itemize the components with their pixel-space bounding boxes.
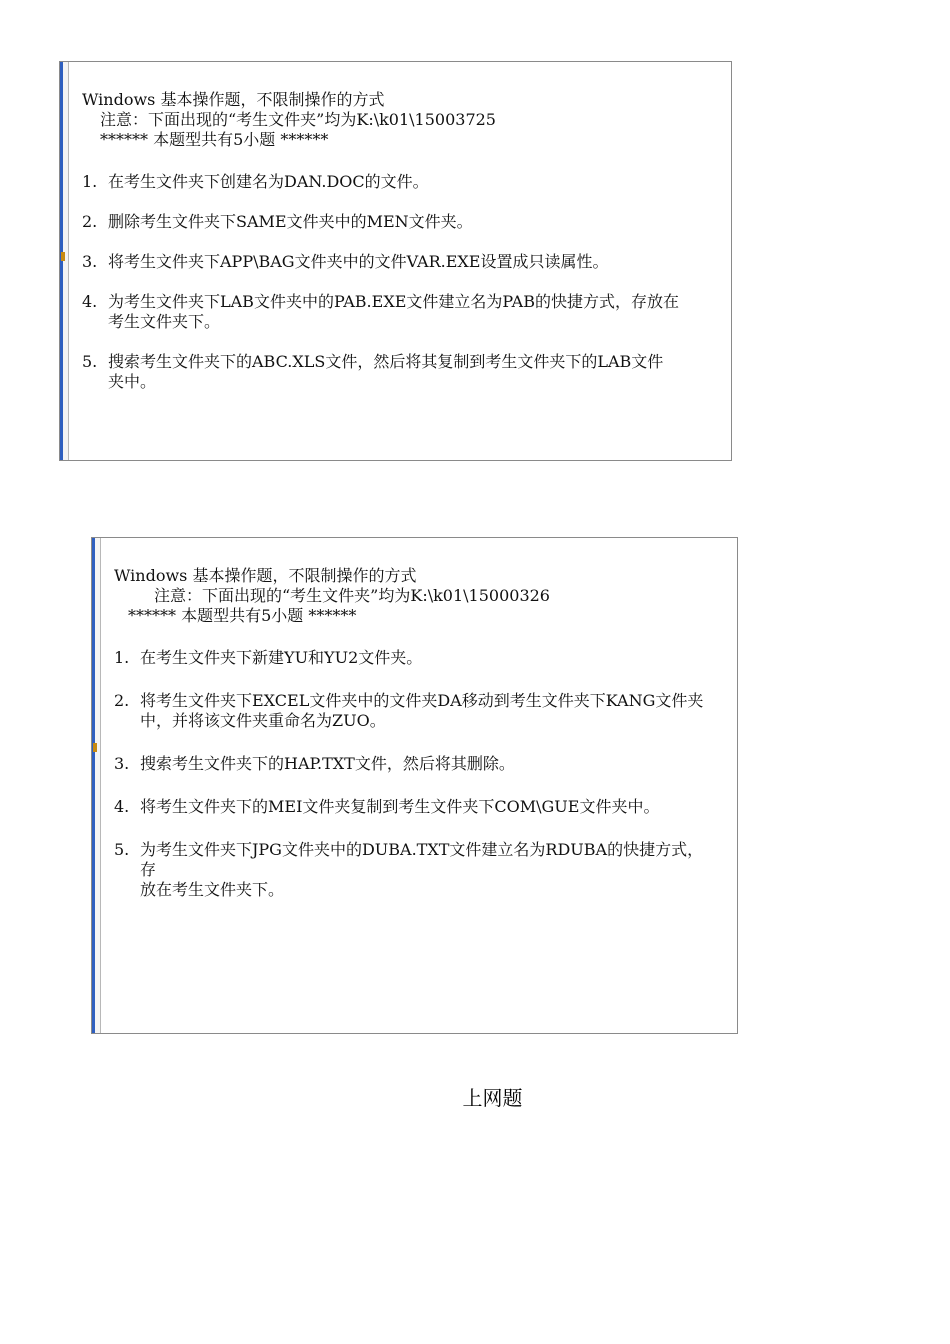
question-number: 1. — [114, 648, 130, 667]
question-body: 为考生文件夹下JPG文件夹中的DUBA.TXT文件建立名为RDUBA的快捷方式，存 放在考生文件夹下。 — [140, 840, 704, 899]
intro-note: 注意：下面出现的“考生文件夹”均为K:\k01\15003725 — [100, 110, 496, 129]
intro-count: ****** 本题型共有5小题 ****** — [100, 130, 329, 149]
intro-title: Windows 基本操作题，不限制操作的方式 — [114, 566, 417, 585]
question-number: 4. — [82, 292, 98, 311]
panel-edge-marker — [61, 252, 65, 261]
panel-edge-bar — [92, 538, 95, 1033]
question-number: 3. — [82, 252, 98, 271]
question-item — [82, 172, 711, 192]
question-item — [114, 840, 717, 900]
question-list — [82, 172, 711, 392]
question-item — [82, 352, 711, 392]
question-body: 在考生文件夹下创建名为DAN.DOC的文件。 — [108, 172, 429, 191]
question-body: 将考生文件夹下的MEI文件夹复制到考生文件夹下COM\GUE文件夹中。 — [140, 797, 660, 816]
question-body: 删除考生文件夹下SAME文件夹中的MEN文件夹。 — [108, 212, 473, 231]
question-item — [82, 292, 711, 332]
question-number: 2. — [82, 212, 98, 231]
intro-count: ****** 本题型共有5小题 ****** — [128, 606, 357, 625]
question-body: 将考生文件夹下EXCEL文件夹中的文件夹DA移动到考生文件夹下KANG文件夹 中，并将该文件夹重命名为ZUO。 — [140, 691, 704, 730]
question-item — [114, 691, 717, 731]
question-panel-2 — [91, 537, 738, 1034]
question-text — [114, 566, 717, 923]
question-item — [82, 252, 711, 272]
panel-edge — [92, 538, 101, 1033]
question-item — [114, 648, 717, 668]
section-caption: 上网题 — [462, 1086, 523, 1110]
question-number: 3. — [114, 754, 130, 773]
question-panel-1 — [59, 61, 732, 461]
panel-edge-marker — [93, 743, 97, 752]
question-item — [114, 754, 717, 774]
question-number: 5. — [82, 352, 98, 371]
panel-edge-bar — [60, 62, 63, 460]
question-body: 搜索考生文件夹下的ABC.XLS文件，然后将其复制到考生文件夹下的LAB文件 夹中。 — [108, 352, 664, 391]
question-body: 将考生文件夹下APP\BAG文件夹中的文件VAR.EXE设置成只读属性。 — [108, 252, 609, 271]
question-item — [82, 212, 711, 232]
question-item — [114, 797, 717, 817]
question-number: 5. — [114, 840, 130, 859]
intro-note: 注意：下面出现的“考生文件夹”均为K:\k01\15000326 — [154, 586, 550, 605]
question-body: 为考生文件夹下LAB文件夹中的PAB.EXE文件建立名为PAB的快捷方式，存放在 考生文件夹下。 — [108, 292, 679, 331]
question-body: 搜索考生文件夹下的HAP.TXT文件，然后将其删除。 — [140, 754, 515, 773]
question-number: 1. — [82, 172, 98, 191]
intro-title: Windows 基本操作题，不限制操作的方式 — [82, 90, 385, 109]
question-number: 4. — [114, 797, 130, 816]
panel-edge — [60, 62, 69, 460]
question-text — [82, 90, 711, 412]
question-number: 2. — [114, 691, 130, 710]
question-body: 在考生文件夹下新建YU和YU2文件夹。 — [140, 648, 423, 667]
question-list — [114, 648, 717, 900]
